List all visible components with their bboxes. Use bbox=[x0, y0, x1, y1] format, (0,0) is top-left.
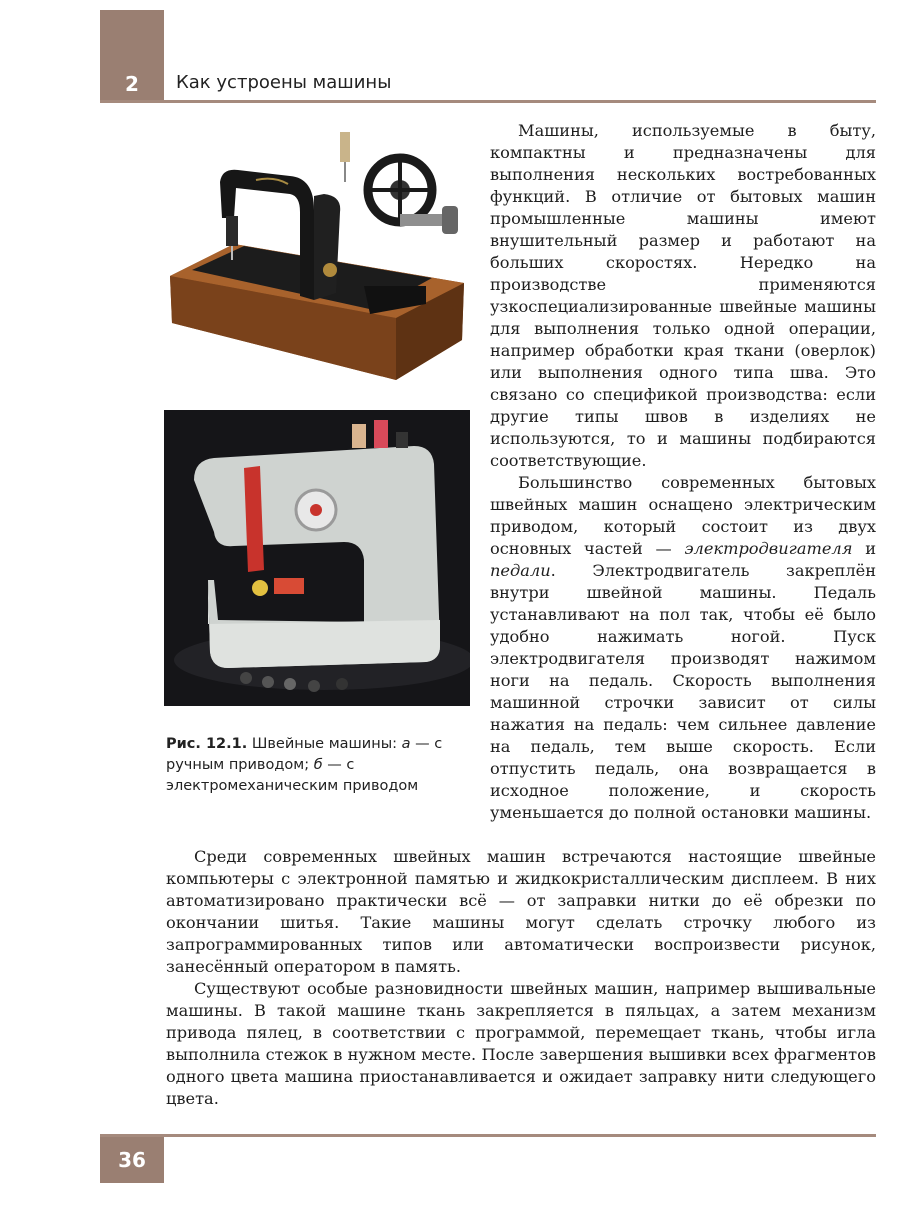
footer-rule bbox=[100, 1134, 876, 1137]
term-electric-motor: электродвигателя bbox=[684, 539, 853, 558]
caption-text-1: Швейные машины: bbox=[247, 736, 402, 752]
chapter-number: 2 bbox=[125, 72, 139, 96]
chapter-number-box bbox=[100, 10, 164, 102]
header-rule bbox=[100, 100, 876, 103]
chapter-title: Как устроены машины bbox=[176, 72, 392, 93]
electric-sewing-machine-image bbox=[164, 410, 470, 706]
caption-text-2: — с ручным приводом; bbox=[166, 736, 443, 773]
caption-letter-b: б bbox=[313, 757, 323, 773]
paragraph-household-machines: Машины, используемые в быту, компактны и предназначены для выполнения нескольких востребованных функций. В отличие от бытовых машин промышленные машины имеют внушительный размер и работают на больших скоростях. Нередко на производстве применяются узкоспециализированные швейные машины для выполнения только одной операции, например обработки края ткани (оверлок) или выполнения одного типа шва. Это связано со спецификой производства: если другие типы швов в изделиях не используются, то и машины подбираются соответствующие. bbox=[490, 121, 876, 470]
hand-sewing-machine-image bbox=[164, 118, 470, 386]
caption-figure-number: Рис. 12.1. bbox=[166, 736, 248, 752]
paragraph-2-part-c: . Электродвигатель закреплён внутри швейной машины. Педаль устанавливают на пол так, чтобы её было удобно нажимать ногой. Пуск электродвигателя производят нажимом ноги на педаль. Скорость выполнения машинной строчки зависит от силы нажатия на педаль: чем сильнее давление на педаль, тем выше скорость. Если отпустить педаль, она возвращается в исходное положение, и скорость уменьшается до полной остановки машины. bbox=[490, 561, 876, 822]
page-number-box bbox=[100, 1137, 164, 1183]
paragraph-2-part-a: Большинство современных бытовых швейных машин оснащено электрическим приводом, который состоит из двух основных частей — bbox=[490, 473, 876, 558]
paragraph-2-part-b: и bbox=[852, 539, 876, 558]
page-number: 36 bbox=[118, 1148, 146, 1172]
figure-caption bbox=[166, 734, 466, 797]
paragraph-sewing-computers: Среди современных швейных машин встречаются настоящие швейные компьютеры с электронной памятью и жидкокристаллическим дисплеем. В них автоматизировано практически всё — от заправки нитки до её обрезки по окончании шитья. Такие машины могут сделать строчку любого из запрограммированных типов или автоматически воспроизвести рисунок, занесённый оператором в память. bbox=[166, 847, 876, 976]
paragraph-electric-drive bbox=[490, 472, 876, 824]
paragraph-embroidery-machines: Существуют особые разновидности швейных машин, например вышивальные машины. В такой машине ткань закрепляется в пяльцах, а затем механизм привода пялец, в соответствии с программой, перемещает ткань, чтобы игла выполнила стежок в нужном месте. После завершения вышивки всех фрагментов одного цвета машина приостанавливается и ожидает заправку нити следующего цвета. bbox=[166, 979, 876, 1108]
full-width-text bbox=[166, 846, 876, 1110]
right-column-text bbox=[490, 120, 876, 824]
caption-text-3: — с электромеханическим приводом bbox=[166, 757, 419, 794]
caption-letter-a: а bbox=[401, 736, 411, 752]
term-pedal: педали bbox=[490, 561, 551, 580]
